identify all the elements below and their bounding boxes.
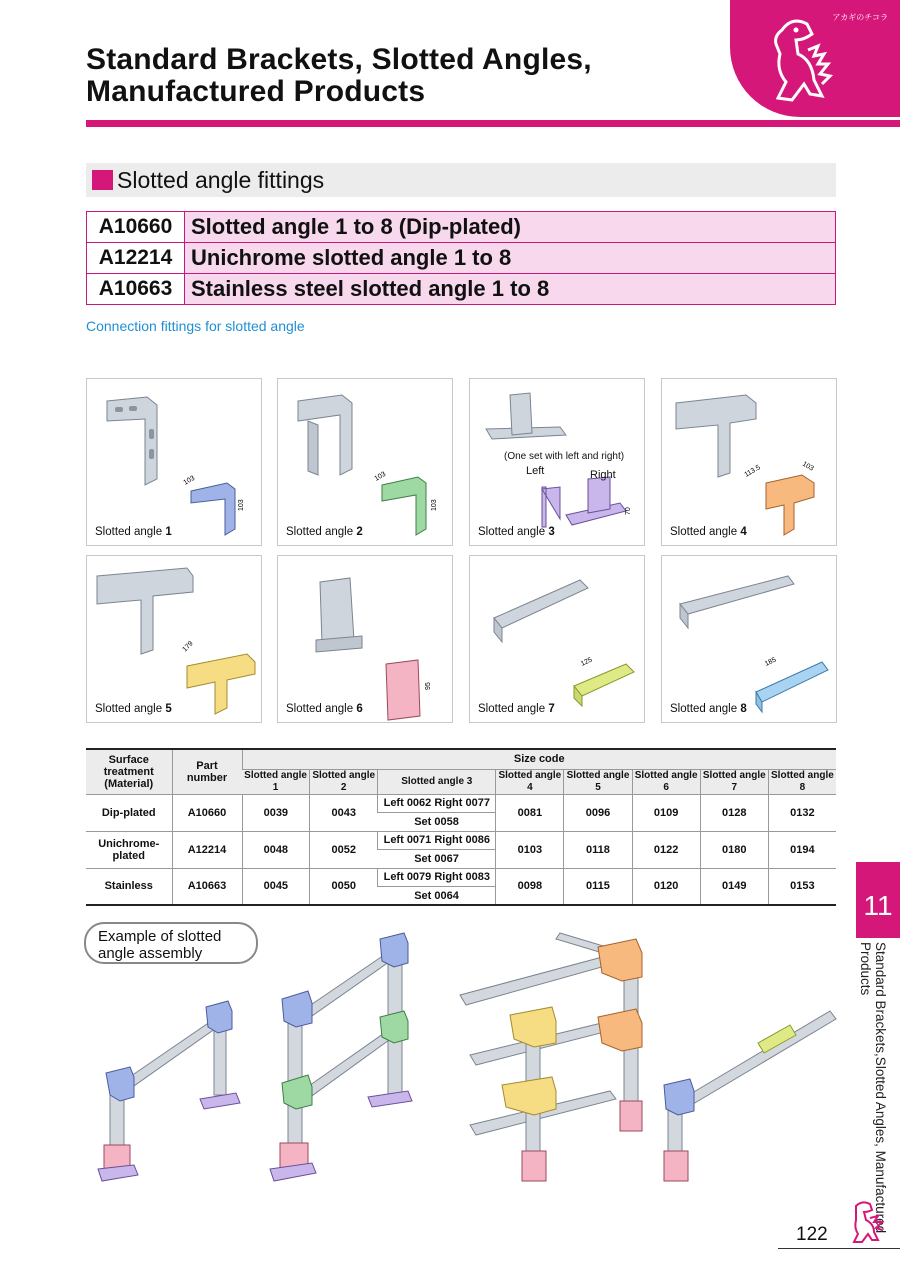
product-row xyxy=(87,274,836,305)
cell-sa7: 0180 xyxy=(700,831,768,868)
cell-sa5: 0096 xyxy=(564,794,632,831)
fitting-label-text: Slotted angle xyxy=(670,703,741,715)
fitting-label-text: Slotted angle xyxy=(670,526,741,538)
th-text: (Material) xyxy=(104,777,154,790)
dim-text: 95 xyxy=(425,682,432,690)
th-surface xyxy=(86,749,172,794)
section-title: Slotted angle fittings xyxy=(117,167,325,193)
angle-8-illustration xyxy=(662,556,838,724)
assembly-label-line1: Example of slotted xyxy=(98,928,222,945)
angle-4-illustration xyxy=(662,379,838,547)
fitting-label-num: 8 xyxy=(740,703,747,715)
footer-rule xyxy=(778,1248,900,1249)
dinosaur-mascot-icon xyxy=(752,10,862,110)
fitting-label-num: 2 xyxy=(356,526,363,538)
fitting-card-3 xyxy=(469,378,645,546)
dim-text: 103 xyxy=(801,460,815,473)
cell-treatment: Unichrome-plated xyxy=(86,831,172,868)
angle-7-illustration xyxy=(470,556,646,724)
fitting-label xyxy=(478,526,555,538)
dim-text: 103 xyxy=(238,499,245,511)
dim-text: 179 xyxy=(181,640,195,654)
cell-sa5: 0118 xyxy=(564,831,632,868)
dim-text: 103 xyxy=(182,474,197,487)
th-sa7: Slotted angle 7 xyxy=(700,769,768,794)
dim-text: 125 xyxy=(579,656,594,668)
fitting-label-num: 4 xyxy=(740,526,747,538)
dim-text: 70 xyxy=(625,507,632,515)
set-note: (One set with left and right) xyxy=(504,451,625,462)
fitting-label xyxy=(286,526,363,538)
cell-sa3-set: Set 0064 xyxy=(378,887,496,906)
fitting-card-1 xyxy=(86,378,262,546)
cell-sa1: 0045 xyxy=(242,868,310,905)
angle-3-illustration xyxy=(470,379,646,547)
product-name: Slotted angle 1 to 8 (Dip-plated) xyxy=(185,212,836,243)
product-list xyxy=(86,211,836,305)
cell-sa5: 0115 xyxy=(564,868,632,905)
th-size: Size code xyxy=(242,749,836,769)
th-sa5: Slotted angle 5 xyxy=(564,769,632,794)
cell-sa3-lr: Left 0071 Right 0086 xyxy=(378,831,496,850)
fitting-label-num: 3 xyxy=(548,526,555,538)
fitting-card-8 xyxy=(661,555,837,723)
product-code: A10663 xyxy=(87,274,185,305)
th-sa1: Slotted angle 1 xyxy=(242,769,310,794)
dim-text: 103 xyxy=(431,499,438,511)
fitting-label-num: 5 xyxy=(165,703,172,715)
fitting-card-4 xyxy=(661,378,837,546)
th-sa3: Slotted angle 3 xyxy=(378,769,496,794)
cell-sa6: 0122 xyxy=(632,831,700,868)
page-title-line1: Standard Brackets, Slotted Angles, xyxy=(86,43,592,76)
cell-sa3-lr: Left 0062 Right 0077 xyxy=(378,794,496,813)
angle-1-illustration xyxy=(87,379,263,547)
cell-sa4: 0098 xyxy=(496,868,564,905)
chapter-tab xyxy=(856,862,900,938)
cell-sa1: 0039 xyxy=(242,794,310,831)
cell-treatment: Stainless xyxy=(86,868,172,905)
chapter-vertical-title: Standard Brackets,Slotted Angles, Manufactured Products xyxy=(858,942,888,1234)
cell-sa4: 0103 xyxy=(496,831,564,868)
cell-sa2: 0043 xyxy=(310,794,378,831)
cell-sa7: 0128 xyxy=(700,794,768,831)
product-row xyxy=(87,212,836,243)
cell-treatment: Dip-plated xyxy=(86,794,172,831)
cell-sa2: 0052 xyxy=(310,831,378,868)
fitting-label-text: Slotted angle xyxy=(286,526,357,538)
th-sa2: Slotted angle 2 xyxy=(310,769,378,794)
cell-sa3-set: Set 0067 xyxy=(378,850,496,869)
product-name: Unichrome slotted angle 1 to 8 xyxy=(185,243,836,274)
cell-sa7: 0149 xyxy=(700,868,768,905)
fitting-label xyxy=(95,703,172,715)
mascot-box xyxy=(730,0,900,117)
mascot-small-icon xyxy=(846,1198,886,1246)
cell-part: A10660 xyxy=(172,794,242,831)
cell-sa8: 0153 xyxy=(768,868,836,905)
th-text: Surface xyxy=(108,753,149,766)
page-title xyxy=(86,44,592,108)
section-heading xyxy=(86,163,836,197)
cell-sa6: 0109 xyxy=(632,794,700,831)
cell-sa3-set: Set 0058 xyxy=(378,813,496,832)
cell-sa8: 0132 xyxy=(768,794,836,831)
th-text: Part xyxy=(196,759,218,772)
cell-part: A10663 xyxy=(172,868,242,905)
product-code: A10660 xyxy=(87,212,185,243)
assembly-label-line2: angle assembly xyxy=(98,945,203,962)
size-code-table xyxy=(86,748,836,906)
fitting-label xyxy=(478,703,555,715)
angle-2-illustration xyxy=(278,379,454,547)
cell-sa4: 0081 xyxy=(496,794,564,831)
fitting-label-text: Slotted angle xyxy=(95,703,166,715)
fitting-label xyxy=(286,703,363,715)
mascot-text: アカギのチコラ xyxy=(832,13,888,22)
fitting-label-text: Slotted angle xyxy=(478,526,549,538)
product-row xyxy=(87,243,836,274)
section-marker xyxy=(92,170,113,190)
fitting-label-text: Slotted angle xyxy=(286,703,357,715)
cell-sa8: 0194 xyxy=(768,831,836,868)
cell-sa1: 0048 xyxy=(242,831,310,868)
fitting-card-5 xyxy=(86,555,262,723)
cell-sa2: 0050 xyxy=(310,868,378,905)
table-row xyxy=(86,794,836,813)
fitting-card-2 xyxy=(277,378,453,546)
fitting-label xyxy=(670,703,747,715)
angle-5-illustration xyxy=(87,556,263,724)
cell-sa3-lr: Left 0079 Right 0083 xyxy=(378,868,496,887)
fitting-label xyxy=(670,526,747,538)
assembly-illustration xyxy=(90,925,850,1195)
fitting-card-7 xyxy=(469,555,645,723)
page-number: 122 xyxy=(796,1224,828,1245)
dim-text: 185 xyxy=(763,656,778,668)
right-note: Right xyxy=(590,469,616,481)
dim-text: 103 xyxy=(373,470,388,483)
fitting-label-num: 7 xyxy=(548,703,555,715)
product-name: Stainless steel slotted angle 1 to 8 xyxy=(185,274,836,305)
angle-6-illustration xyxy=(278,556,454,724)
table-row xyxy=(86,831,836,850)
fitting-label-num: 6 xyxy=(356,703,363,715)
left-note: Left xyxy=(526,465,545,477)
th-part xyxy=(172,749,242,794)
th-text: number xyxy=(186,771,228,784)
product-code: A12214 xyxy=(87,243,185,274)
connection-note: Connection fittings for slotted angle xyxy=(86,318,305,334)
th-sa4: Slotted angle 4 xyxy=(496,769,564,794)
fitting-card-6 xyxy=(277,555,453,723)
th-sa6: Slotted angle 6 xyxy=(632,769,700,794)
chapter-number: 11 xyxy=(863,890,893,921)
title-rule xyxy=(86,120,900,127)
dim-text: 113.5 xyxy=(743,464,762,479)
fitting-label xyxy=(95,526,172,538)
table-row xyxy=(86,868,836,887)
fitting-label-num: 1 xyxy=(165,526,172,538)
cell-sa6: 0120 xyxy=(632,868,700,905)
fitting-label-text: Slotted angle xyxy=(95,526,166,538)
th-text: treatment xyxy=(103,765,154,778)
cell-part: A12214 xyxy=(172,831,242,868)
th-sa8: Slotted angle 8 xyxy=(768,769,836,794)
page-title-line2: Manufactured Products xyxy=(86,75,426,108)
fitting-label-text: Slotted angle xyxy=(478,703,549,715)
